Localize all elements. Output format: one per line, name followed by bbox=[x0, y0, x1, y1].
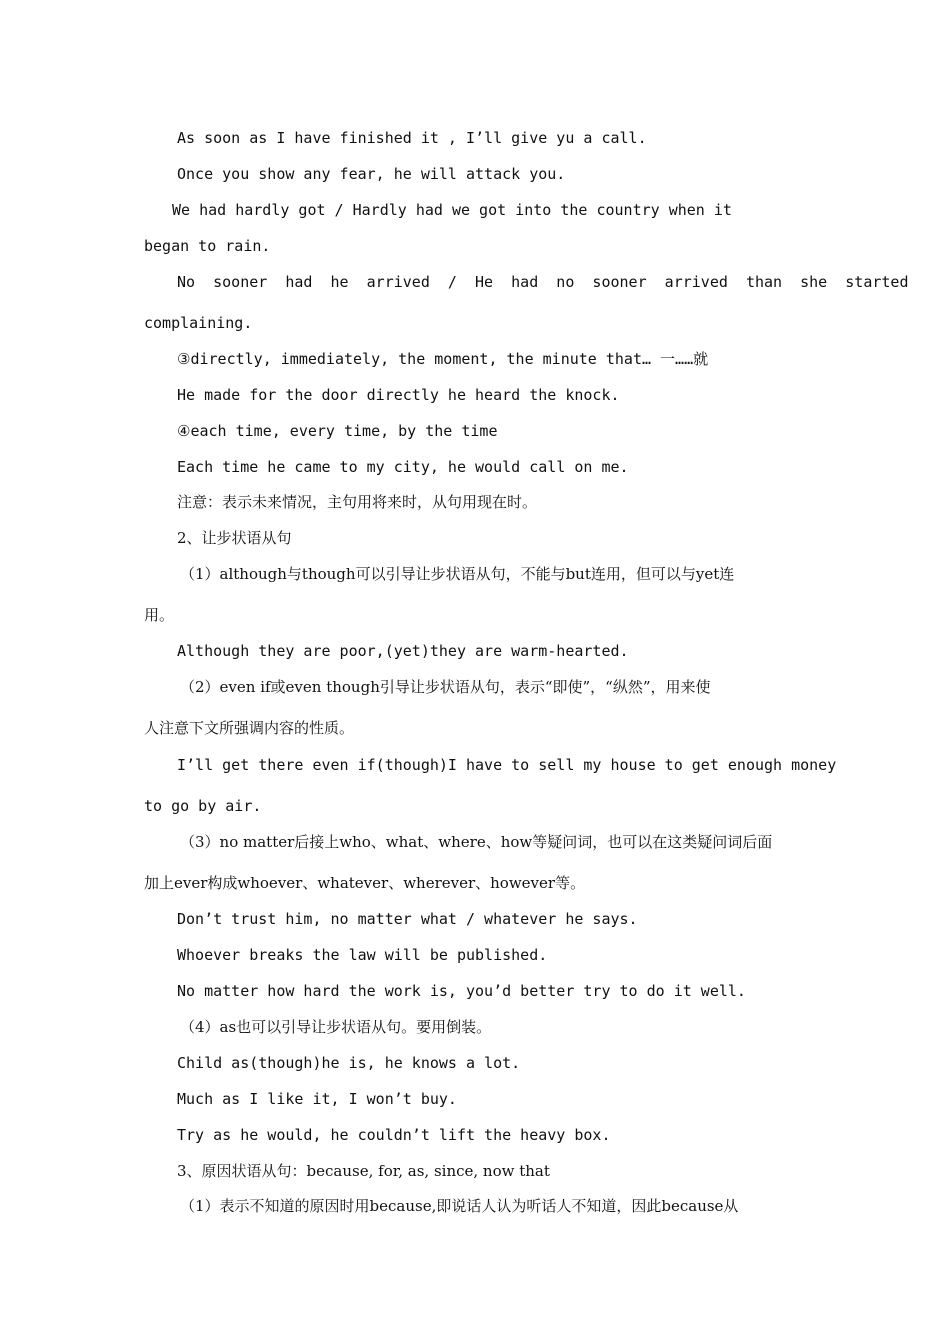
text-line: ③directly, immediately, the moment, the minute that… 一……就 bbox=[177, 350, 709, 368]
section-heading: 2、让步状语从句 bbox=[177, 529, 292, 547]
text-line: （1）表示不知道的原因时用because,即说话人认为听话人不知道，因此because从 bbox=[180, 1197, 739, 1215]
text-line: Whoever breaks the law will be published. bbox=[177, 946, 548, 964]
text-line: We had hardly got / Hardly had we got into the country when it bbox=[172, 201, 732, 219]
text-line: 用。 bbox=[144, 606, 175, 624]
text-line: 人注意下文所强调内容的性质。 bbox=[144, 719, 355, 737]
section-heading: 3、原因状语从句：because, for, as, since, now that bbox=[177, 1162, 550, 1180]
text-line: I’ll get there even if(though)I have to sell my house to get enough money bbox=[177, 756, 837, 774]
text-line: No matter how hard the work is, you’d better try to do it well. bbox=[177, 982, 746, 1000]
text-line: Each time he came to my city, he would call on me. bbox=[177, 458, 629, 476]
text-line: As soon as I have finished it , I’ll give yu a call. bbox=[177, 129, 647, 147]
text-line: complaining. bbox=[144, 314, 253, 332]
text-line: ④each time, every time, by the time bbox=[177, 422, 498, 440]
text-line: began to rain. bbox=[144, 237, 271, 255]
text-line: to go by air. bbox=[144, 797, 262, 815]
text-line: （3）no matter后接上who、what、where、how等疑问词，也可以在这类疑问词后面 bbox=[180, 833, 773, 851]
text-line: Try as he would, he couldn’t lift the heavy box. bbox=[177, 1126, 611, 1144]
text-line: Child as(though)he is, he knows a lot. bbox=[177, 1054, 521, 1072]
text-line: Although they are poor,(yet)they are warm-hearted. bbox=[177, 642, 629, 660]
text-line: （1）although与though可以引导让步状语从句，不能与but连用，但可以与yet连 bbox=[180, 565, 735, 583]
text-line: He made for the door directly he heard the knock. bbox=[177, 386, 620, 404]
text-line: （2）even if或even though引导让步状语从句，表示“即使”，“纵然”，用来使 bbox=[180, 678, 711, 696]
text-line: No sooner had he arrived / He had no sooner arrived than she started bbox=[177, 273, 909, 291]
text-line: 注意：表示未来情况，主句用将来时，从句用现在时。 bbox=[177, 493, 538, 511]
text-line: Once you show any fear, he will attack you. bbox=[177, 165, 566, 183]
text-line: （4）as也可以引导让步状语从句。要用倒装。 bbox=[180, 1018, 492, 1036]
text-line: 加上ever构成whoever、whatever、wherever、however等。 bbox=[144, 874, 586, 892]
text-line: Much as I like it, I won’t buy. bbox=[177, 1090, 457, 1108]
text-line: Don’t trust him, no matter what / whatever he says. bbox=[177, 910, 638, 928]
